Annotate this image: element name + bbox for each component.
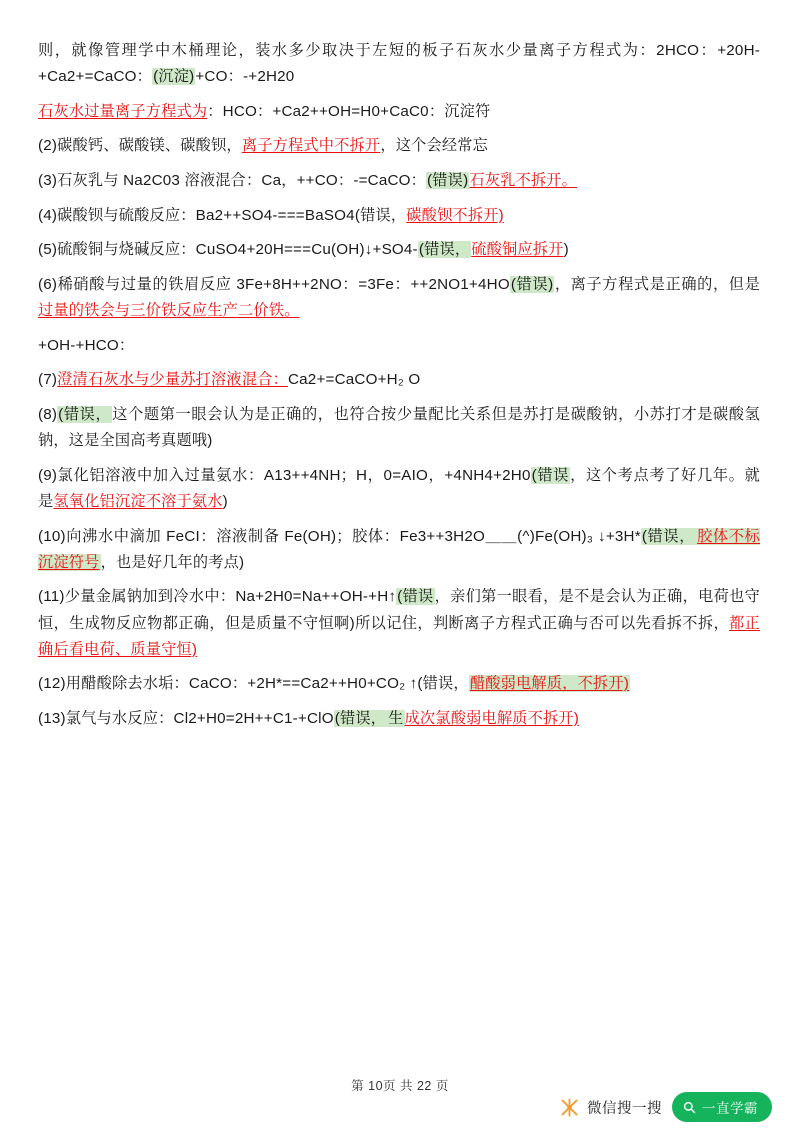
page-footer: 第 10页 共 22 页	[351, 1079, 449, 1093]
text-run: (6)稀硝酸与过量的铁眉反应 3Fe+8H++2NO：=3Fe：++2NO1+4HO	[38, 275, 510, 293]
paragraph	[38, 524, 760, 576]
text-run: 成次氯酸弱电解质不拆开)	[404, 709, 580, 727]
text-run: 氢氧化铝沉淀不溶于氨水	[53, 492, 223, 510]
document-body	[38, 38, 760, 732]
text-run: 生	[388, 709, 404, 727]
watermark-pill-label: 一直学霸	[702, 1101, 758, 1116]
wechat-search-icon	[559, 1097, 580, 1118]
text-run: ，这个考点考了好几年。就是	[38, 466, 760, 510]
paragraph	[38, 237, 760, 263]
text-run: (错误)	[510, 275, 554, 293]
text-run: 这个题第一眼会认为是正确的，也符合按少量配比关系但是苏打是碳酸钠，小苏打才是碳酸氢钠，这是全国高考真题哦)	[38, 406, 761, 450]
text-run: 石灰水过量离子方程式为	[38, 102, 208, 120]
text-run: (错误)	[427, 172, 469, 190]
text-run: 碳酸钡不拆开)	[406, 206, 504, 224]
text-run: (4)碳酸钡与硫酸反应：Ba2++SO4-===BaSO4(错误，	[38, 206, 407, 224]
paragraph	[38, 272, 760, 324]
text-run: (错误，	[418, 241, 471, 259]
text-run: ，这个会经常忘	[380, 137, 489, 155]
paragraph	[38, 706, 760, 732]
paragraph	[38, 402, 760, 454]
text-run: )	[222, 492, 228, 510]
text-run: 醋酸弱电解质，不拆开)	[469, 675, 629, 693]
paragraph	[38, 367, 760, 393]
text-run: 则，就像管理学中木桶理论，装水多少取决于左短的板子石灰水少量离子方程式为：2HCO：+20H-+Ca2+=CaCO：	[38, 42, 760, 86]
text-run: ：HCO：+Ca2++OH=H0+CaC0：沉淀符	[207, 102, 491, 120]
text-run: 硫酸铜应拆开	[471, 241, 564, 259]
text-run: Ca2+=CaCO+H₂ O	[287, 371, 421, 389]
text-run: (错误，	[58, 406, 112, 424]
text-run: 都正确后看电荷、质量守恒)	[38, 614, 761, 658]
text-run: (沉淀)	[153, 68, 195, 86]
text-run: (5)硫酸铜与烧碱反应：CuSO4+20H===Cu(OH)↓+SO4-	[38, 241, 418, 259]
text-run: (3)石灰乳与 Na2C03 溶液混合：Ca，++CO：-=CaCO：	[38, 172, 427, 190]
text-run: (9)氯化铝溶液中加入过量氨水：A13++4NH；H，0=AIO，+4NH4+2H0	[38, 466, 531, 484]
text-run: (错误	[531, 466, 570, 484]
watermark	[559, 1092, 772, 1122]
paragraph	[38, 203, 760, 229]
paragraph	[38, 38, 760, 90]
paragraph	[38, 133, 760, 159]
search-icon	[683, 1101, 696, 1114]
text-run: 离子方程式中不拆开	[241, 137, 381, 155]
text-run: +CO：-+2H20	[195, 68, 295, 86]
text-run: 胶体不标沉淀符号	[38, 527, 761, 571]
text-run: (错误，	[334, 709, 387, 727]
text-run: +OH-+HCO：	[38, 336, 135, 354]
text-run: (7)	[38, 371, 58, 389]
text-run: ，也是好几年的考点)	[100, 553, 245, 571]
text-run: (11)少量金属钠加到冷水中：Na+2H0=Na++OH-+H↑	[38, 588, 397, 606]
text-run: (12)用醋酸除去水垢：CaCO：+2H*==Ca2++H0+CO₂ ↑(错误，	[38, 675, 469, 693]
text-run: (13)氯气与水反应：Cl2+H0=2H++C1-+ClO	[38, 709, 334, 727]
paragraph	[38, 463, 760, 515]
text-run: (错误，	[641, 527, 696, 545]
text-run: 过量的铁会与三价铁反应生产二价铁。	[38, 302, 300, 320]
paragraph	[38, 333, 760, 359]
paragraph	[38, 168, 760, 194]
text-run: (2)碳酸钙、碳酸镁、碳酸钡，	[38, 137, 242, 155]
text-run: (8)	[38, 406, 58, 424]
paragraph	[38, 584, 760, 662]
text-run: (错误	[397, 588, 434, 606]
watermark-brand	[559, 1097, 662, 1118]
text-run: ，亲们第一眼看，是不是会认为正确，电荷也守恒，生成物反应物都正确，但是质量不守恒啊)所以记住，判断离子方程式正确与否可以先看拆不拆，	[38, 588, 761, 632]
text-run: (10)向沸水中滴加 FeCI：溶液制备 Fe(OH)；胶体：Fe3++3H2O＿＿(^)Fe(OH)₃ ↓+3H*	[38, 527, 641, 545]
text-run: 澄清石灰水与少量苏打溶液混合：	[57, 371, 288, 389]
text-run: 石灰乳不拆开。	[469, 172, 578, 190]
watermark-search-button[interactable]	[672, 1092, 772, 1122]
text-run: )	[563, 241, 569, 259]
paragraph	[38, 671, 760, 697]
paragraph	[38, 99, 760, 125]
watermark-label: 微信搜一搜	[587, 1100, 662, 1117]
text-run: ，离子方程式是正确的，但是	[554, 275, 760, 293]
